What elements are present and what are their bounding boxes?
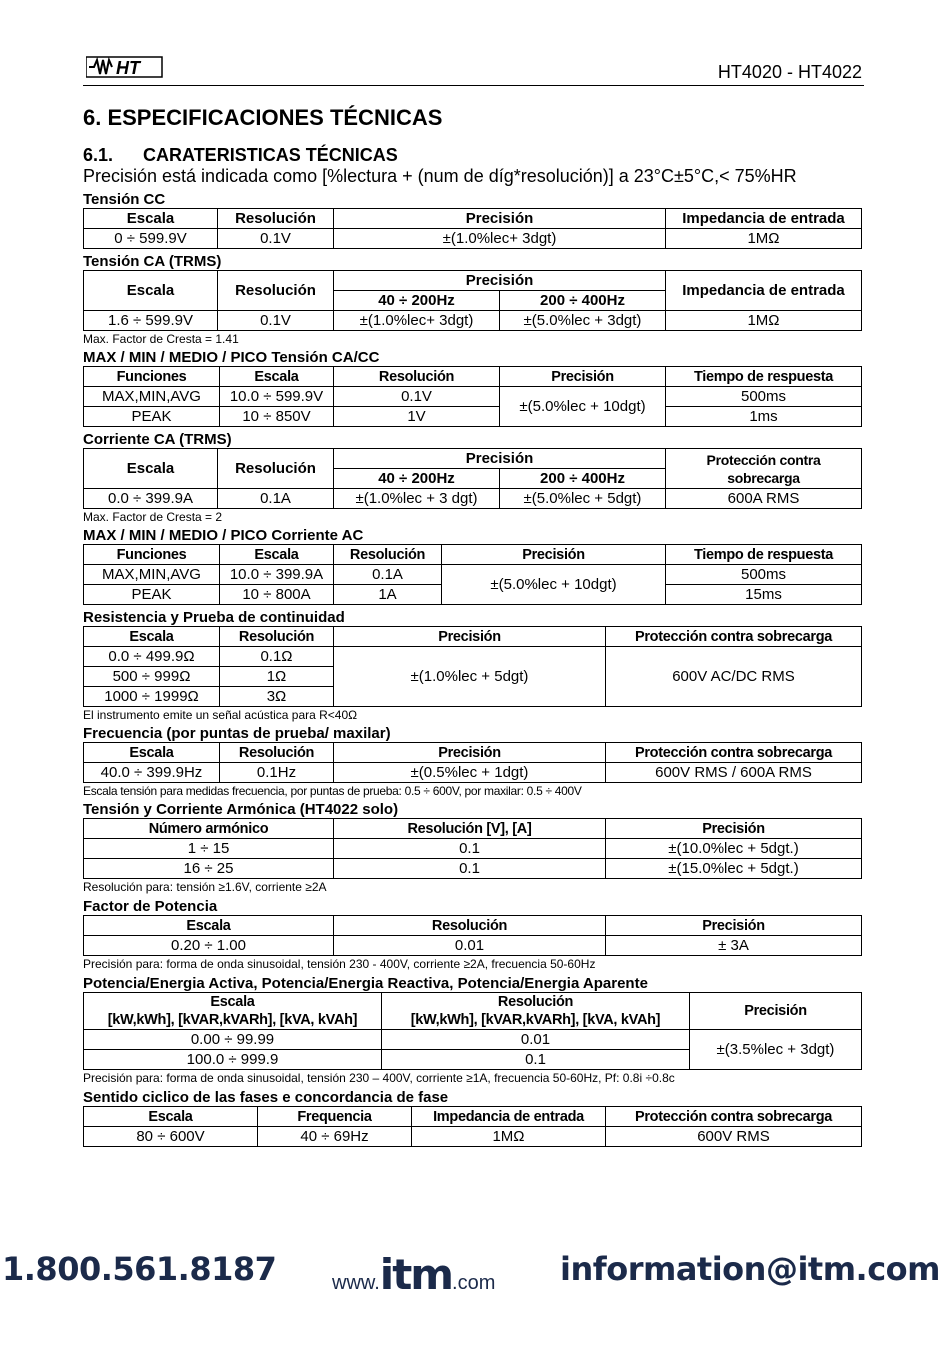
col-header-line: [kW,kWh], [kVAR,kVARh], [kVA, kVAh] [410,1012,661,1028]
cell: ±(10.0%lec + 5dgt.) [606,839,862,859]
col-header: Escala [84,271,218,311]
cell: ±(1.0%lec + 5dgt) [334,647,606,707]
cell: 500ms [666,565,862,585]
cell: MAX,MIN,AVG [84,387,220,407]
cell: 600V RMS / 600A RMS [606,763,862,783]
table-row [84,565,862,585]
email-link[interactable]: information@itm.com [560,1250,940,1288]
col-header-line: Resolución [497,994,574,1010]
page-title: 6. ESPECIFICACIONES TÉCNICAS [83,105,443,130]
cell: 0.01 [382,1030,690,1050]
table-row [84,859,862,879]
col-header: Escala [84,449,218,489]
col-header: Escala [84,1107,258,1127]
cell: 0.1V [218,229,334,249]
cell: 0.1A [334,565,442,585]
col-header: Escala [84,743,220,763]
website-prefix: www. [332,1272,380,1294]
table-row [84,1127,862,1147]
cell: 0.0 ÷ 399.9A [84,489,218,509]
table-row [84,647,862,667]
col-header: Escala [84,209,218,229]
col-header: Precisión [690,993,862,1030]
cell: 0.1V [218,311,334,331]
note: Precisión para: forma de onda sinusoidal, tensión 230 – 400V, corriente ≥1A, frecuencia 50-60Hz, Pf: 0.8i ÷0.8c [83,1071,675,1085]
footer [0,1250,950,1299]
ac-current-table [83,448,862,509]
maxmin-voltage-title: MAX / MIN / MEDIO / PICO Tensión CA/CC [83,349,380,366]
power-energy-title: Potencia/Energia Activa, Potencia/Energia Reactiva, Potencia/Energia Aparente [83,975,648,992]
col-header: Tiempo de respuesta [666,367,862,387]
brand-logo: itm [379,1250,453,1299]
col-header: Precisión [334,627,606,647]
harmonics-table [83,818,862,879]
cell: 0.1Hz [220,763,334,783]
header-divider [83,85,864,86]
cell: 40 ÷ 69Hz [258,1127,412,1147]
col-header: Resolución [218,271,334,311]
power-factor-table [83,915,862,956]
maxmin-current-title: MAX / MIN / MEDIO / PICO Corriente AC [83,527,364,544]
cell: 0.1 [334,859,606,879]
cell: 100.0 ÷ 999.9 [84,1050,382,1070]
ac-voltage-title: Tensión CA (TRMS) [83,253,222,270]
cell: 1MΩ [666,311,862,331]
col-header: Escala [220,545,334,565]
col-header: Precisión [606,819,862,839]
dc-voltage-title: Tensión CC [83,191,166,208]
note: El instrumento emite un señal acústica para R<40Ω [83,708,358,722]
cell: 0.00 ÷ 99.99 [84,1030,382,1050]
cell: 1000 ÷ 1999Ω [84,687,220,707]
col-header: 200 ÷ 400Hz [500,469,666,489]
cell: 0.1 [334,839,606,859]
table-row [84,763,862,783]
col-header: 40 ÷ 200Hz [334,291,500,311]
cell: ±(5.0%lec + 10dgt) [500,387,666,427]
cell: ±(0.5%lec + 1dgt) [334,763,606,783]
cell: 1Ω [220,667,334,687]
col-header: 40 ÷ 200Hz [334,469,500,489]
col-header: Escala [220,367,334,387]
ht-logo [86,55,166,84]
frequency-table [83,742,862,783]
cell: 10.0 ÷ 599.9V [220,387,334,407]
cell: ± 3A [606,936,862,956]
table-row [84,489,862,509]
cell: 1V [334,407,500,427]
power-energy-table [83,992,862,1070]
col-header: Precisión [334,449,666,469]
ac-current-title: Corriente CA (TRMS) [83,431,232,448]
col-header: Funciones [84,545,220,565]
section-subtitle: 6.1. CARATERISTICAS TÉCNICAS [83,145,398,165]
cell: ±(1.0%lec + 3 dgt) [334,489,500,509]
cell: ±(5.0%lec + 5dgt) [500,489,666,509]
col-header: Protección contra sobrecarga [606,1107,862,1127]
cell: 10 ÷ 850V [220,407,334,427]
col-header-line: Escala [210,994,255,1010]
phone-number: 1.800.561.8187 [2,1250,277,1288]
cell: 1.6 ÷ 599.9V [84,311,218,331]
cell: ±(3.5%lec + 3dgt) [690,1030,862,1070]
resistance-table [83,626,862,707]
col-header: Precisión [334,743,606,763]
col-header: Funciones [84,367,220,387]
maxmin-current-table [83,544,862,605]
table-row [84,1030,862,1050]
accuracy-statement: Precisión está indicada como [%lectura + (num de díg*resolución)] a 23°C±5°C,< 75%HR [83,166,797,186]
col-header: Precisión [606,916,862,936]
cell: ±(5.0%lec + 10dgt) [442,565,666,605]
col-header [382,993,690,1030]
col-header: Impedancia de entrada [666,271,862,311]
cell: 3Ω [220,687,334,707]
cell: MAX,MIN,AVG [84,565,220,585]
cell: 0.20 ÷ 1.00 [84,936,334,956]
cell: ±(1.0%lec+ 3dgt) [334,311,500,331]
col-header: Precisión [442,545,666,565]
cell: 600V AC/DC RMS [606,647,862,707]
cell: 0.01 [334,936,606,956]
cell: ±(15.0%lec + 5dgt.) [606,859,862,879]
note: Max. Factor de Cresta = 2 [83,510,223,524]
cell: ±(5.0%lec + 3dgt) [500,311,666,331]
col-header: Resolución [334,545,442,565]
cell: 1ms [666,407,862,427]
col-header: Resolución [334,367,500,387]
col-header: Frequencia [258,1107,412,1127]
col-header: Resolución [218,209,334,229]
cell: 0 ÷ 599.9V [84,229,218,249]
frequency-title: Frecuencia (por puntas de prueba/ maxilar) [83,725,391,742]
col-header: Número armónico [84,819,334,839]
cell: PEAK [84,585,220,605]
cell: 0.1V [334,387,500,407]
col-header: Tiempo de respuesta [666,545,862,565]
table-row [84,311,862,331]
col-header: 200 ÷ 400Hz [500,291,666,311]
col-header: Resolución [220,627,334,647]
cell: 10 ÷ 800A [220,585,334,605]
logo-text: HT [116,58,140,78]
cell: 16 ÷ 25 [84,859,334,879]
resistance-title: Resistencia y Prueba de continuidad [83,609,345,626]
col-header [84,993,382,1030]
cell: 500 ÷ 999Ω [84,667,220,687]
cell: 0.0 ÷ 499.9Ω [84,647,220,667]
spec-content [83,105,862,1147]
cell: 0.1Ω [220,647,334,667]
col-header: Resolución [334,916,606,936]
cell: 600A RMS [666,489,862,509]
note: Resolución para: tensión ≥1.6V, corriente ≥2A [83,880,327,894]
maxmin-voltage-table [83,366,862,427]
col-header: Resolución [220,743,334,763]
cell: 1A [334,585,442,605]
cell: 500ms [666,387,862,407]
cell: 1MΩ [412,1127,606,1147]
cell: 40.0 ÷ 399.9Hz [84,763,220,783]
power-factor-title: Factor de Potencia [83,898,218,915]
cell: 1 ÷ 15 [84,839,334,859]
col-header: Precisión [334,271,666,291]
website-link[interactable] [332,1250,495,1299]
col-header: Protección contra sobrecarga [666,449,862,489]
table-row [84,407,862,427]
col-header: Escala [84,916,334,936]
dc-voltage-table [83,208,862,249]
col-header: Protección contra sobrecarga [606,743,862,763]
col-header: Precisión [500,367,666,387]
note: Max. Factor de Cresta = 1.41 [83,332,239,346]
table-row [84,936,862,956]
phase-sequence-title: Sentido ciclico de las fases e concordancia de fase [83,1089,449,1106]
cell: ±(1.0%lec+ 3dgt) [334,229,666,249]
col-header: Protección contra sobrecarga [606,627,862,647]
table-row [84,839,862,859]
note: Precisión para: forma de onda sinusoidal, tensión 230 - 400V, corriente ≥2A, frecuencia 50-60Hz [83,957,596,971]
col-header: Escala [84,627,220,647]
cell: 10.0 ÷ 399.9A [220,565,334,585]
cell: 1MΩ [666,229,862,249]
cell: 80 ÷ 600V [84,1127,258,1147]
table-row [84,229,862,249]
phase-sequence-table [83,1106,862,1147]
website-suffix: .com [452,1272,496,1294]
cell: 0.1 [382,1050,690,1070]
col-header: Resolución [218,449,334,489]
note: Escala tensión para medidas frecuencia, por puntas de prueba: 0.5 ÷ 600V, por maxilar: 0.5 ÷ 400V [83,784,582,798]
col-header-line: [kW,kWh], [kVAR,kVARh], [kVA, kVAh] [107,1012,358,1028]
harmonics-title: Tensión y Corriente Armónica (HT4022 solo) [83,801,399,818]
col-header: Precisión [334,209,666,229]
cell: PEAK [84,407,220,427]
col-header: Impedancia de entrada [666,209,862,229]
cell: 0.1A [218,489,334,509]
col-header: Resolución [V], [A] [334,819,606,839]
ac-voltage-table [83,270,862,331]
cell: 600V RMS [606,1127,862,1147]
cell: 15ms [666,585,862,605]
col-header: Impedancia de entrada [412,1107,606,1127]
table-row [84,387,862,407]
model-name: HT4020 - HT4022 [717,62,862,82]
